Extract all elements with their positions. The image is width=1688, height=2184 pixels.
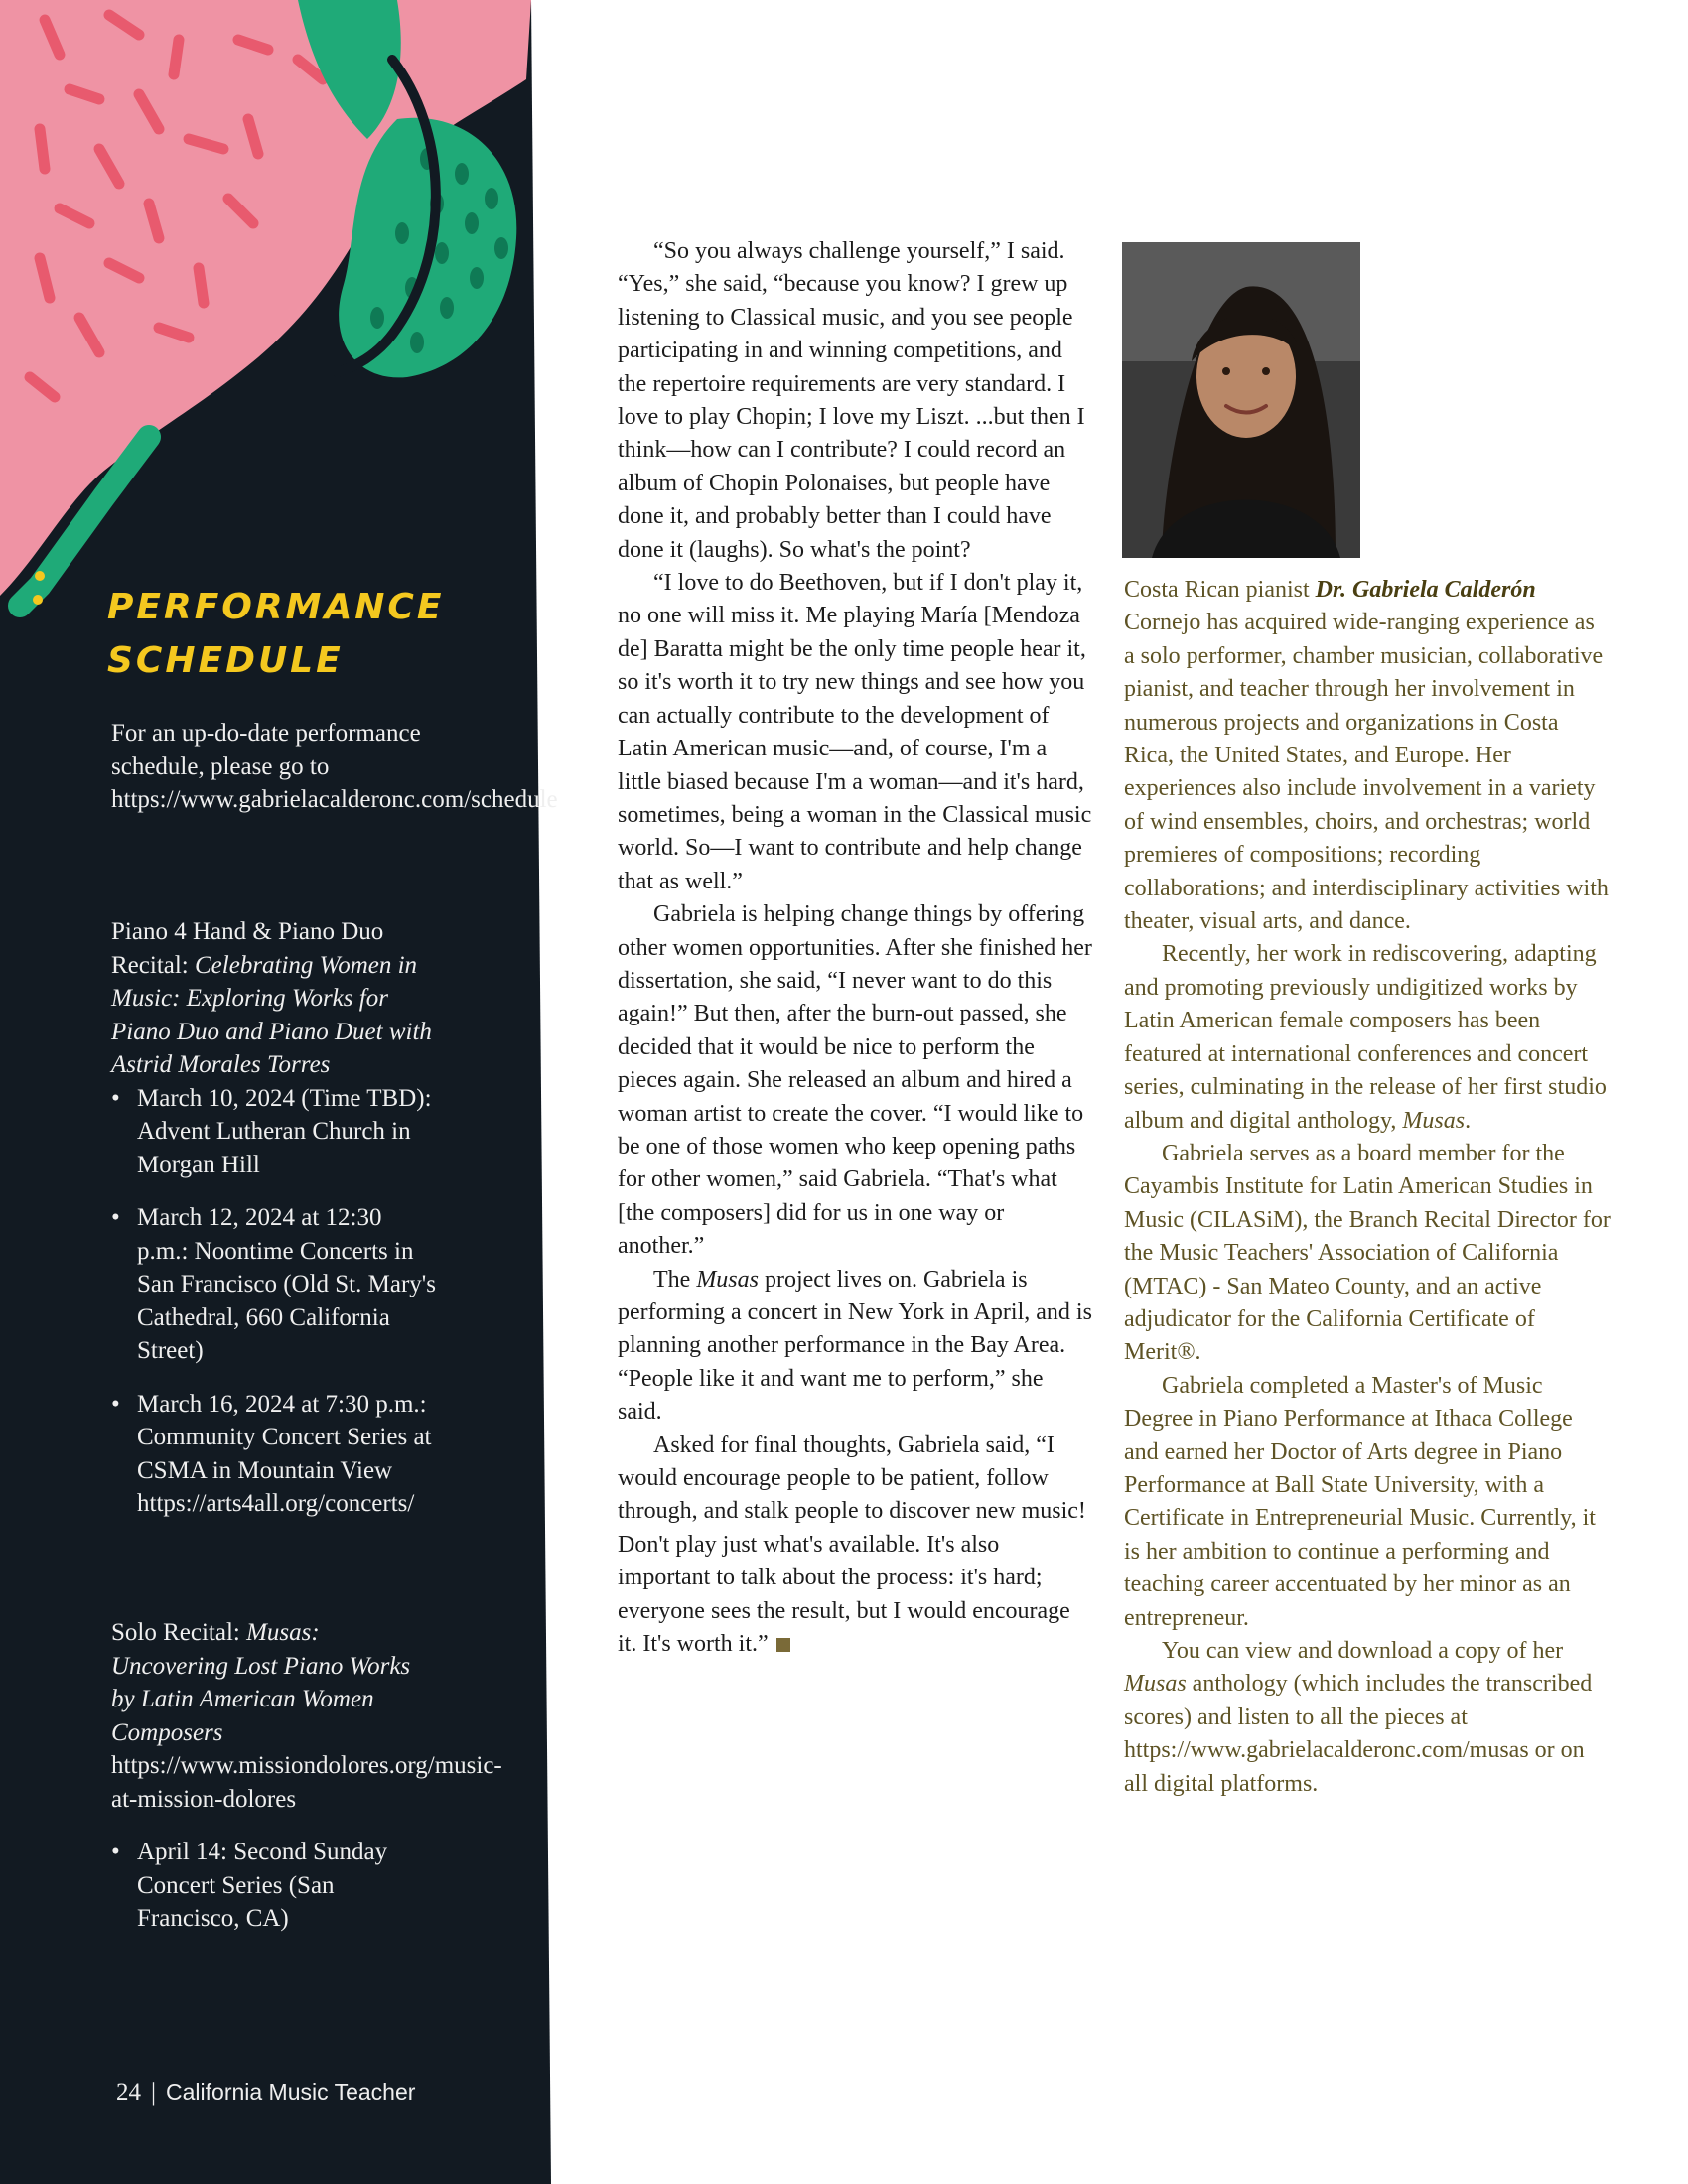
article-paragraph: Gabriela is helping change things by offering other women opportunities. After she finished her dissertation, she said, “I never want to do this again!” But then, after the burn-out passed, she decided that it would be nice to perform the pieces again. She released an album and hired a woman artist to create the cover. “I would like to be one of those women who keep opening paths for other women,” said Gabriela. “That's what [the composers] did for us in one way or another.”: [618, 901, 1092, 1260]
portrait-illustration: [1122, 242, 1360, 558]
list-item: • April 14: Second Sunday Concert Series (San Francisco, CA): [111, 1836, 439, 1936]
recital-1: [111, 915, 439, 1521]
list-item: • March 12, 2024 at 12:30 p.m.: Noontime Concerts in San Francisco (Old St. Mary's Cathedral, 660 California Street): [111, 1201, 439, 1368]
schedule-intro: For an up-do-date performance schedule, please go to https://www.gabrielacalderonc.com/schedule: [111, 720, 558, 813]
text-run: The: [653, 1266, 697, 1293]
bio-paragraph: Gabriela serves as a board member for the Cayambis Institute for Latin American Studies in Music (CILASiM), the Branch Recital Director for the Music Teachers' Association of California (MTAC) - San Mateo County, and an active adjudicator for the California Certificate of Merit®.: [1124, 1140, 1611, 1366]
text-run: You can view and download a copy of her: [1162, 1638, 1564, 1664]
bio-column: [1124, 574, 1611, 1801]
footer-separator: |: [151, 2079, 157, 2106]
album-title: Musas: [1402, 1107, 1466, 1134]
article-paragraph: [618, 1264, 1092, 1430]
recital-1-prefix: Piano 4 Hand & Piano Duo Recital:: [111, 918, 384, 979]
bio-paragraph: Gabriela completed a Master's of Music Degree in Piano Performance at Ithaca College and earned her Doctor of Arts degree in Piano Performance at Ball State University, with a Certificate in Entrepreneurial Music. Currently, it is her ambition to continue a performing and teaching career accentuated by her minor as an entrepreneur.: [1124, 1372, 1596, 1631]
schedule-title: [107, 581, 445, 688]
schedule-title-line2: SCHEDULE: [107, 640, 344, 681]
end-of-article-mark: [776, 1638, 790, 1652]
text-run: Recently, her work in rediscovering, adapting and promoting previously undigitized works by Latin American female composers has been featured at international conferences and concert series, culminating in the release of her first studio album and digital anthology,: [1124, 941, 1607, 1134]
recital-2-title: Musas: Uncovering Lost Piano Works by Latin American Women Composers: [111, 1619, 411, 1746]
text-run: Asked for final thoughts, Gabriela said, “I would encourage people to be patient, follow through, and stalk people to discover new music! Don't play just what's available. It's also important to talk about the process: it's hard; everyone sees the result, but I would encourage it. It's worth it.”: [618, 1432, 1086, 1658]
pianist-name: Dr. Gabriela Calderón: [1315, 577, 1536, 603]
album-title: Musas: [1124, 1671, 1187, 1698]
text-run: Costa Rican pianist: [1124, 577, 1316, 603]
article-column: [618, 235, 1092, 1661]
magazine-name: California Music Teacher: [166, 2079, 416, 2105]
text-run: project lives on. Gabriela is performing a concert in New York in April, and is planning another performance in the Bay Area. “People like it and want me to perform,” she said.: [618, 1266, 1092, 1426]
recital-1-dates: [111, 1082, 439, 1521]
page-number: 24: [116, 2079, 141, 2106]
text-run: anthology (which includes the transcribed scores) and listen to all the pieces at https://www.gabrielacalderonc.com/musas or on all digital platforms.: [1124, 1671, 1593, 1797]
article-paragraph: [618, 1430, 1092, 1662]
text-run: Cornejo has acquired wide-ranging experience as a solo performer, chamber musician, collaborative pianist, and teacher through her involvement in numerous projects and organizations in Costa Rica, the United States, and Europe. Her experiences also include involvement in a variety of wind ensembles, choirs, and orchestras; world premieres of compositions; recording collaborations; and interdisciplinary activities with theater, visual arts, and dance.: [1124, 610, 1609, 935]
schedule-title-line1: PERFORMANCE: [107, 587, 445, 627]
recital-2-dates: [111, 1836, 439, 1936]
bio-paragraph: [1124, 1635, 1611, 1801]
bio-paragraph: [1124, 938, 1611, 1137]
portrait-photo: [1122, 242, 1360, 558]
text-run: .: [1465, 1107, 1472, 1134]
article-paragraph: “So you always challenge yourself,” I said. “Yes,” she said, “because you know? I grew up listening to Classical music, and you see people participating in and winning competitions, and the repertoire requirements are very standard. I love to play Chopin; I love my Liszt. ...but then I think—how can I contribute? I could record an album of Chopin Polonaises, but people have done it, and probably better than I could have done it (laughs). So what's the point?: [618, 238, 1085, 563]
bio-paragraph: [1124, 574, 1611, 938]
list-item: • March 16, 2024 at 7:30 p.m.: Community Concert Series at CSMA in Mountain View https://arts4all.org/concerts/: [111, 1388, 439, 1521]
page-footer: [116, 2079, 415, 2107]
recital-1-title: Celebrating Women in Music: Exploring Works for Piano Duo and Piano Duet with Astrid Morales Torres: [111, 951, 432, 1078]
recital-2-prefix: Solo Recital:: [111, 1619, 247, 1646]
album-title: Musas: [696, 1266, 759, 1293]
sidebar: [0, 0, 556, 2184]
recital-2-link: https://www.missiondolores.org/music-at-mission-dolores: [111, 1752, 502, 1813]
article-paragraph: “I love to do Beethoven, but if I don't play it, no one will miss it. Me playing María [Mendoza de] Baratta might be the only time people hear it, so it's worth it to try new things and see how you can actually contribute to the development of Latin American music—and, of course, I'm a little biased because I'm a woman—and it's hard, sometimes, being a woman in the Classical music world. So—I want to contribute and help change that as well.”: [618, 570, 1092, 894]
recital-2: [111, 1616, 502, 1936]
list-item: • March 10, 2024 (Time TBD): Advent Lutheran Church in Morgan Hill: [111, 1082, 439, 1182]
